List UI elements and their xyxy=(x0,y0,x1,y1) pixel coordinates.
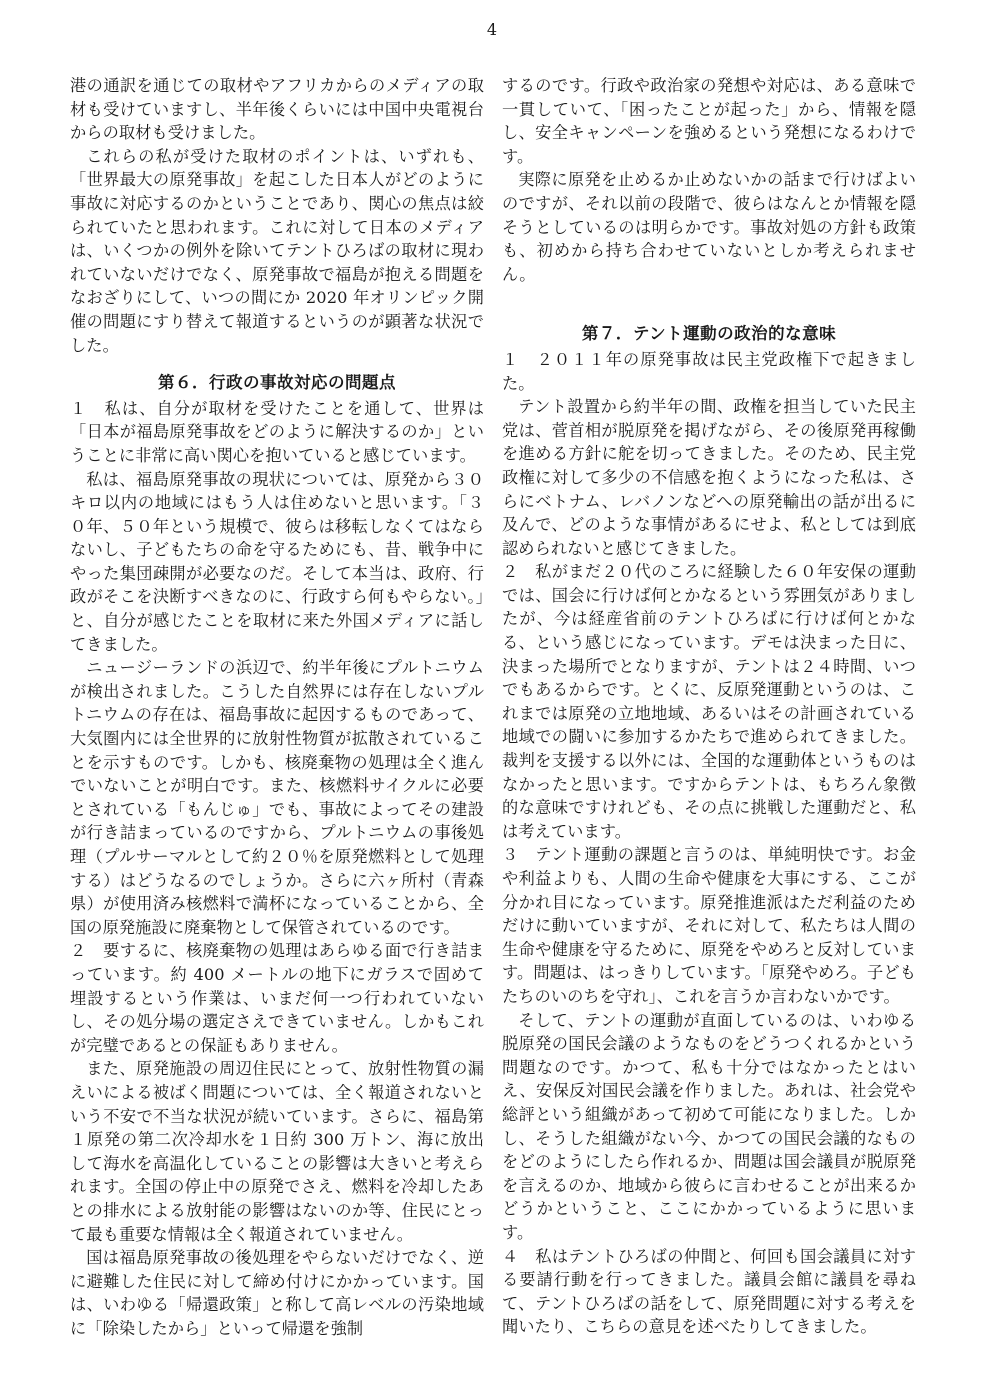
paragraph: ２ 私がまだ２０代のころに経験した６０年安保の運動では、国会に行けば何とかなるという雰囲気がありましたが、今は経産省前のテントひろばに行けば何とかなる、という感じになっています。デモは決まった日に、決まった場所でとなりますが、テントは２４時間、いつでもあるからです。とくに、反原発運動というのは、これまでは原発の立地地域、あるいはその計画されている地域での闘いに参加するかたちで進められてきました。裁判を支援する以外には、全国的な運動体というものはなかったと思います。ですからテントは、もちろん象徴的な意味ですけれども、その点に挑戦した運動だと、私は考えています。 xyxy=(502,562,916,841)
paragraph: １ 私は、自分が取材を受けたことを通して、世界は「日本が福島原発事故をどのように解決するのか」ということに非常に高い関心を抱いていると感じています。 xyxy=(70,398,484,465)
paragraph: ２ 要するに、核廃棄物の処理はあらゆる面で行き詰まっています。約 400 メートルの地下にガラスで固めて埋設するという作業は、いまだ何一つ行われていないし、その処分場の選定さえできていません。しかもこれが完璧であるとの保証もありません。 xyxy=(70,941,484,1055)
paragraph: ３ テント運動の課題と言うのは、単純明快です。お金や利益よりも、人間の生命や健康を大事にする、ここが分かれ目になっています。原発推進派はただ利益のためだけに動いていますが、それに対して、私たちは人間の生命や健康を守るために、原発をやめろと反対しています。問題は、はっきりしています。「原発やめろ。子どもたちのいのちを守れ」、これを言うか言わないかです。 xyxy=(502,845,916,1006)
paragraph: これらの私が受けた取材のポイントは、いずれも、「世界最大の原発事故」を起こした日本人がどのように事故に対応するのかということであり、関心の焦点は絞られていたと思われます。これに対して日本のメディアは、いくつかの例外を除いてテントひろばの取材に現われていないだけでなく、原発事故で福島が抱える問題をなおざりにして、いつの間にか 2020 年オリンピック開催の問題にすり替えて報道するというのが顕著な状況でした。 xyxy=(70,146,484,355)
paragraph: ４ 私はテントひろばの仲間と、何回も国会議員に対する要請行動を行ってきました。議員会館に議員を尋ねて、テントひろばの話をして、原発問題に対する考えを聞いたり、こちらの意見を述べたりしてきました。 xyxy=(502,1246,916,1337)
paragraph: 実際に原発を止めるか止めないかの話まで行けばよいのですが、それ以前の段階で、彼らはなんとか情報を隠そうとしているのは明らかです。事故対処の方針も政策も、初めから持ち合わせていないとしか考えられません。 xyxy=(502,170,916,284)
left-column xyxy=(70,74,484,1340)
paragraph: 国は福島原発事故の後処理をやらないだけでなく、逆に避難した住民に対して締め付けにかかっています。国は、いわゆる「帰還政策」と称して高レベルの汚染地域に「除染したから」といって帰還を強制 xyxy=(70,1248,484,1338)
section-heading-6: 第６．行政の事故対応の問題点 xyxy=(158,373,396,393)
paragraph: ニュージーランドの浜辺で、約半年後にプルトニウムが検出されました。こうした自然界には存在しないプルトニウムの存在は、福島事故に起因するものであって、大気圏内には全世界的に放射性物質が拡散されていることを示すものです。しかも、核廃棄物の処理は全く進んでいないことが明白です。また、核燃料サイクルに必要とされている「もんじゅ」でも、事故によってその建設が行き詰まっているのですから、プルトニウムの事後処理（プルサーマルとして約２０％を原発燃料として処理する）はどうなるのでしょうか。さらに六ヶ所村（青森県）が使用済み核燃料で満杯になっていることから、全国の原発施設に廃棄物として保管されているのです。 xyxy=(70,658,484,937)
right-column xyxy=(502,74,916,1339)
paragraph: するのです。行政や政治家の発想や対応は、ある意味で一貫していて、「困ったことが起った」から、情報を隠し、安全キャンペーンを強めるという発想になるわけです。 xyxy=(502,76,916,166)
paragraph: また、原発施設の周辺住民にとって、放射性物質の漏えいによる被ばく問題については、全く報道されないという不安で不当な状況が続いています。さらに、福島第１原発の第二次冷却水を１日約 300 万トン、海に放出して海水を高温化していることの影響は大きいと考えられます。全国の停止中の原発でさえ、燃料を冷却したあとの排水による放射能の影響はないのか等、住民にとって最も重要な情報は全く報道されていません。 xyxy=(70,1059,484,1244)
section-heading-7: 第７．テント運動の政治的な意味 xyxy=(581,324,837,344)
paragraph: 港の通訳を通じての取材やアフリカからのメディアの取材も受けていますし、半年後くらいには中国中央電視台からの取材も受けました。 xyxy=(70,76,484,143)
spacer xyxy=(502,286,916,308)
paragraph: そして、テントの運動が直面しているのは、いわゆる脱原発の国民会議のようなものをどうつくれるかという問題なのです。かつて、私も十分ではなかったとはいえ、安保反対国民会議を作りました。あれは、社会党や総評という組織があって初めて可能になりました。しかし、そうした組織がない今、かつての国民会議的なものをどのようにしたら作れるか、問題は国会議員が脱原発を言えるのか、地域から彼らに言わせることが出来るかどうかということ、ここにかかっているように思います。 xyxy=(502,1010,916,1242)
paragraph: テント設置から約半年の間、政権を担当していた民主党は、菅首相が脱原発を掲げながら、その後原発再稼働を進める方針に舵を切ってきました。そのため、民主党政権に対して多少の不信感を抱くようになった私は、さらにベトナム、レバノンなどへの原発輸出の話が出るに及んで、どのような事情があるにせよ、私としては到底認められないと感じてきました。 xyxy=(502,397,916,558)
page-number: 4 xyxy=(486,20,498,39)
paragraph: １ ２０１１年の原発事故は民主党政権下で起きました。 xyxy=(502,349,916,393)
paragraph: 私は、福島原発事故の現状については、原発から３０キロ以内の地域にはもう人は住めないと思います。「３０年、５０年という規模で、彼らは移転しなくてはならないし、子どもたちの命を守るためにも、昔、戦争中にやった集団疎開が必要なのだ。そして本当は、政府、行政がそこを決断すべきなのに、行政すら何もやらない。」と、自分が感じたことを取材に来た外国メディアに話してきました。 xyxy=(70,469,484,654)
